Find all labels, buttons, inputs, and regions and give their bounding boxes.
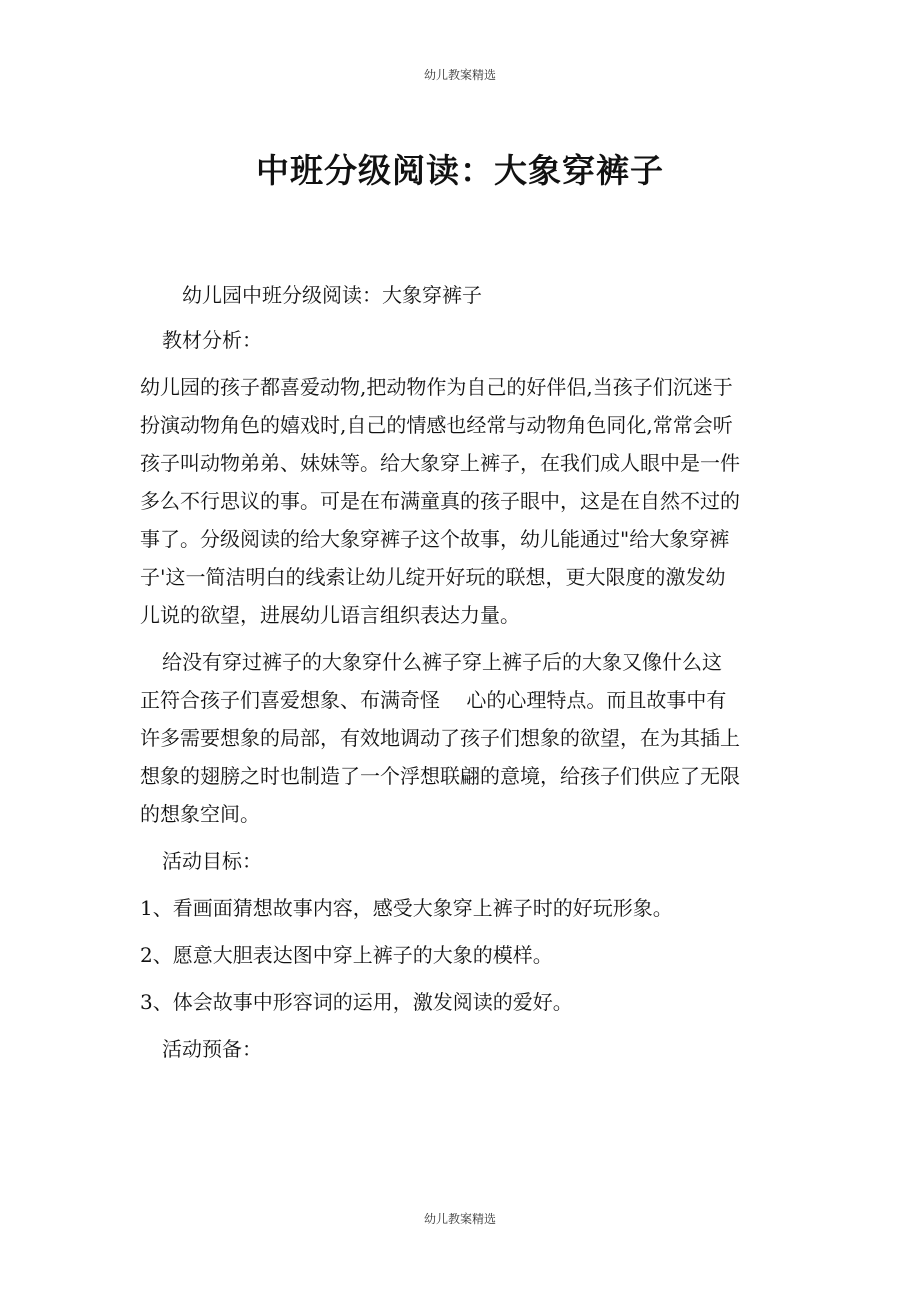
document-title: 中班分级阅读：大象穿裤子 [256,151,664,190]
page-header: 幼儿教案精选 [423,68,496,82]
analysis-paragraph [140,368,785,634]
section-heading-goals: 活动目标： [162,849,262,873]
goal-item: 3、体会故事中形容词的运用，激发阅读的爱好。 [140,990,573,1014]
text-line: 孩子叫动物弟弟、妹妹等。给大象穿上裤子，在我们成人眼中是一件 [140,451,740,475]
text-line: 幼儿园的孩子都喜爱动物,把动物作为自己的好伴侣,当孩子们沉迷于 [140,375,733,399]
second-paragraph [140,643,785,833]
text-line: 给没有穿过裤子的大象穿什么裤子穿上裤子后的大象又像什么这 [162,650,722,674]
text-line: 想象的翅膀之时也制造了一个浮想联翩的意境，给孩子们供应了无限 [140,764,740,788]
text-line: 多么不行思议的事。可是在布满童真的孩子眼中，这是在自然不过的 [140,489,740,513]
section-heading-prep: 活动预备： [162,1037,262,1061]
text-line: 许多需要想象的局部，有效地调动了孩子们想象的欲望，在为其插上 [140,726,740,750]
subtitle: 幼儿园中班分级阅读：大象穿裤子 [182,283,482,307]
text-line: 正符合孩子们喜爱想象、布满奇怪 心的心理特点。而且故事中有 [140,688,727,712]
page-footer: 幼儿教案精选 [423,1212,496,1226]
text-line: 子'这一简洁明白的线索让幼儿绽开好玩的联想，更大限度的激发幼 [140,565,726,589]
text-line: 事了。分级阅读的给大象穿裤子这个故事，幼儿能通过"给大象穿裤 [140,527,730,551]
goal-item: 1、看画面猜想故事内容，感受大象穿上裤子时的好玩形象。 [140,896,673,920]
text-line: 扮演动物角色的嬉戏时,自己的情感也经常与动物角色同化,常常会听 [140,413,733,437]
goal-item: 2、愿意大胆表达图中穿上裤子的大象的模样。 [140,943,553,967]
text-line: 儿说的欲望，进展幼儿语言组织表达力量。 [140,603,520,627]
section-heading-analysis: 教材分析： [162,328,262,352]
text-line: 的想象空间。 [140,802,260,826]
document-body [140,276,785,1068]
